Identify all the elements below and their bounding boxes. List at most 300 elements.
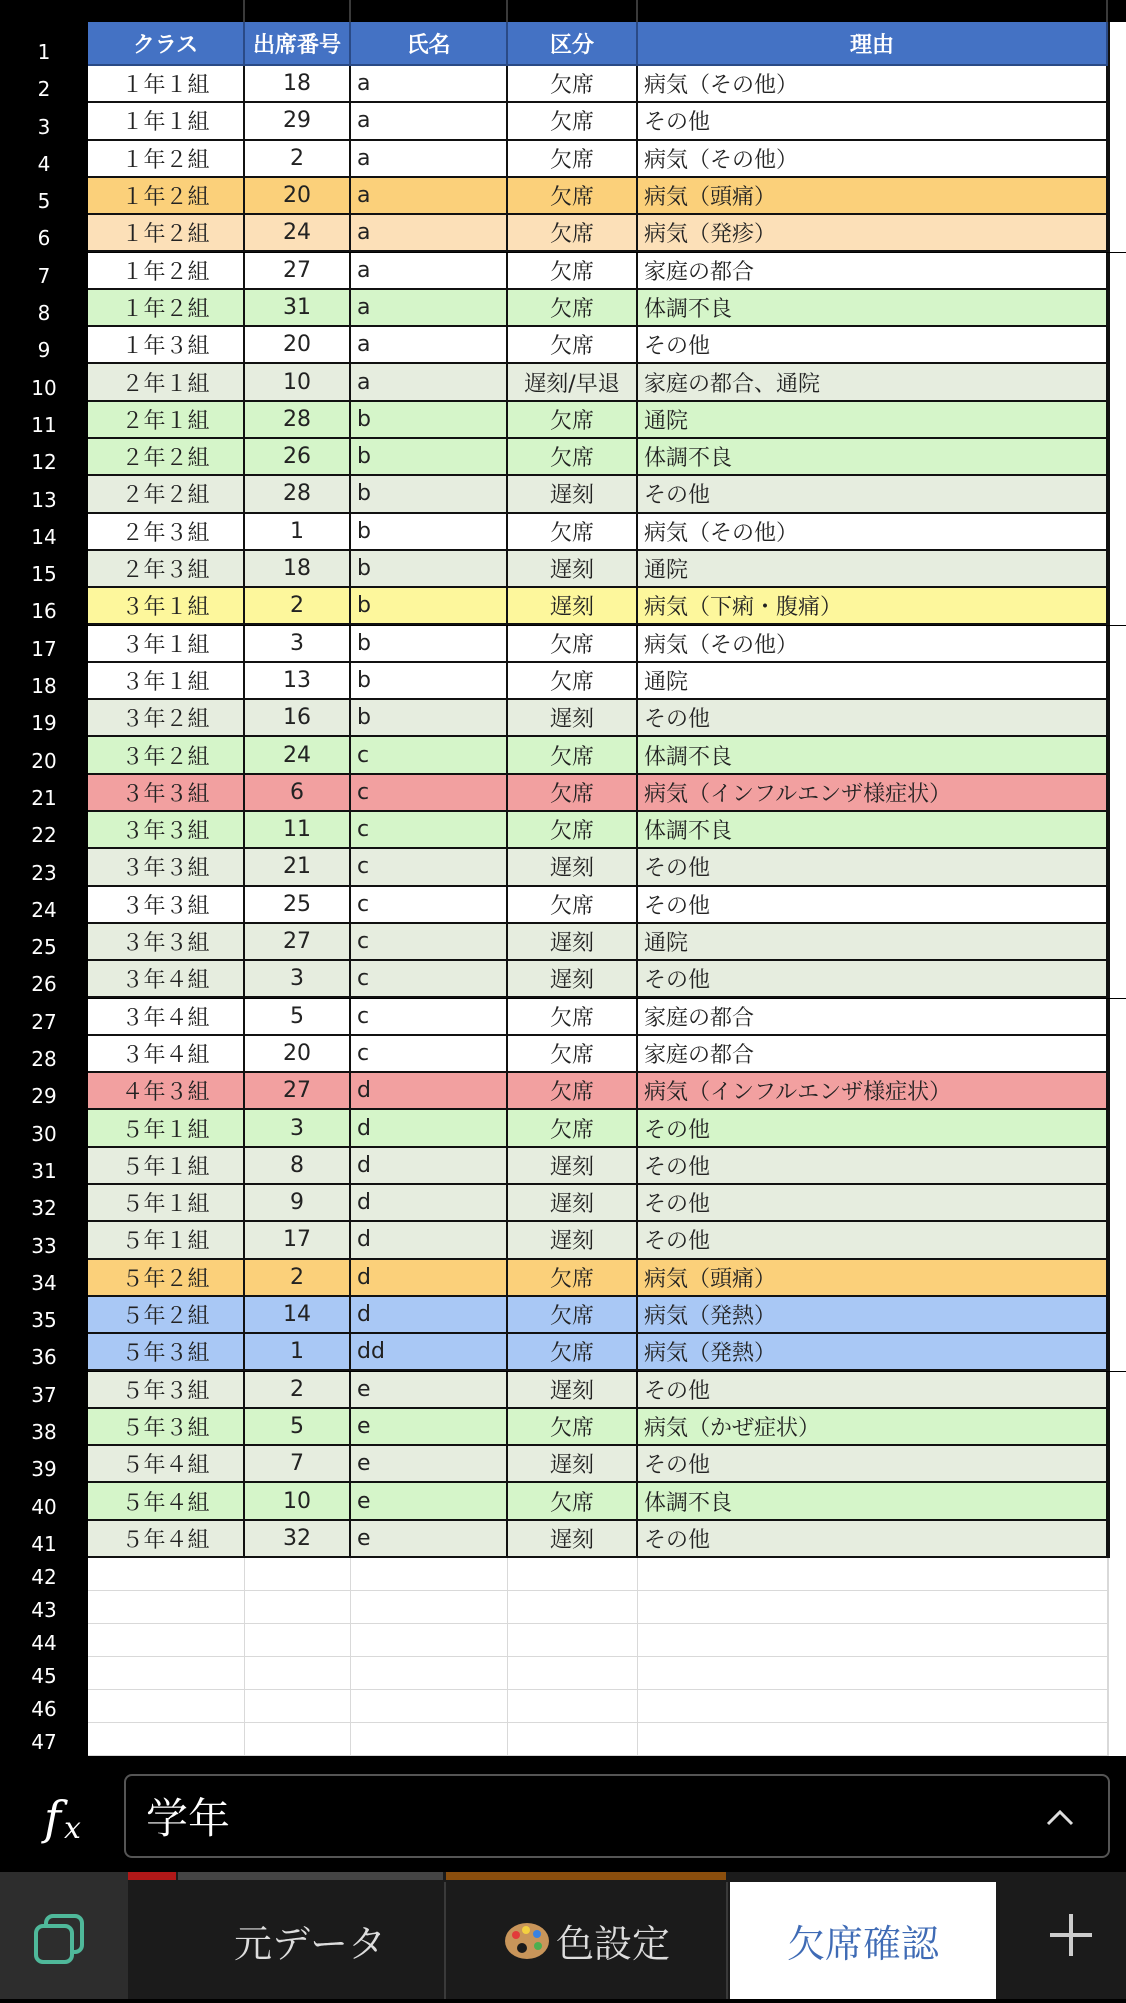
cell-category[interactable]: 欠席: [508, 1334, 638, 1371]
cell-number[interactable]: 10: [245, 1483, 351, 1520]
cell-class[interactable]: ３年２組: [88, 700, 245, 737]
cell-name[interactable]: a: [351, 215, 508, 252]
cell-extra[interactable]: [1108, 1148, 1126, 1185]
cell-number[interactable]: 10: [245, 364, 351, 401]
cell-reason[interactable]: その他: [638, 700, 1108, 737]
row-number[interactable]: 33: [0, 1222, 88, 1259]
cell-category[interactable]: 欠席: [508, 178, 638, 215]
empty-cell[interactable]: [351, 1723, 508, 1756]
cell-class[interactable]: ３年４組: [88, 961, 245, 998]
cell-category[interactable]: 欠席: [508, 812, 638, 849]
row-number[interactable]: 37: [0, 1372, 88, 1409]
cell-reason[interactable]: 病気（インフルエンザ様症状）: [638, 775, 1108, 812]
cell-class[interactable]: ３年３組: [88, 887, 245, 924]
empty-cell[interactable]: [508, 1558, 638, 1591]
cell-reason[interactable]: 病気（その他）: [638, 514, 1108, 551]
cell-category[interactable]: 遅刻: [508, 1185, 638, 1222]
cell-extra[interactable]: [1108, 1521, 1126, 1558]
cell-name[interactable]: d: [351, 1260, 508, 1297]
cell-number[interactable]: 18: [245, 66, 351, 103]
row-number[interactable]: 16: [0, 588, 88, 625]
fx-icon[interactable]: [40, 1790, 100, 1846]
empty-cell[interactable]: [245, 1591, 351, 1624]
column-letter-header[interactable]: [88, 0, 245, 22]
row-number[interactable]: 26: [0, 961, 88, 998]
cell-class[interactable]: ５年１組: [88, 1110, 245, 1147]
cell-name[interactable]: d: [351, 1297, 508, 1334]
cell-reason[interactable]: 病気（その他）: [638, 66, 1108, 103]
cell-category[interactable]: 欠席: [508, 626, 638, 663]
cell-class[interactable]: ２年１組: [88, 364, 245, 401]
cell-class[interactable]: １年２組: [88, 215, 245, 252]
row-number[interactable]: 13: [0, 476, 88, 513]
row-number[interactable]: 6: [0, 215, 88, 252]
cell-extra[interactable]: [1108, 775, 1126, 812]
cell-class[interactable]: １年２組: [88, 290, 245, 327]
cell-class[interactable]: １年１組: [88, 103, 245, 140]
tab-color-settings[interactable]: [446, 1882, 728, 1999]
cell-category[interactable]: 遅刻: [508, 476, 638, 513]
empty-cell[interactable]: [508, 1690, 638, 1723]
cell-reason[interactable]: 病気（その他）: [638, 626, 1108, 663]
cell-number[interactable]: 11: [245, 812, 351, 849]
cell-number[interactable]: 16: [245, 700, 351, 737]
cell-category[interactable]: 欠席: [508, 1036, 638, 1073]
column-letter-header[interactable]: [638, 0, 1108, 22]
cell-extra[interactable]: [1108, 887, 1126, 924]
cell-category[interactable]: 欠席: [508, 737, 638, 774]
cell-name[interactable]: d: [351, 1185, 508, 1222]
cell-class[interactable]: ３年１組: [88, 588, 245, 625]
cell-reason[interactable]: 通院: [638, 551, 1108, 588]
row-number[interactable]: 25: [0, 924, 88, 961]
cell-name[interactable]: c: [351, 1036, 508, 1073]
cell-number[interactable]: 2: [245, 588, 351, 625]
cell-reason[interactable]: その他: [638, 887, 1108, 924]
cell-number[interactable]: 18: [245, 551, 351, 588]
empty-cell[interactable]: [508, 1723, 638, 1756]
cell-number[interactable]: 6: [245, 775, 351, 812]
category-header[interactable]: 区分: [508, 22, 638, 66]
cell-extra[interactable]: [1108, 1185, 1126, 1222]
cell-reason[interactable]: 通院: [638, 402, 1108, 439]
empty-cell[interactable]: [88, 1657, 245, 1690]
row-number[interactable]: 47: [0, 1723, 88, 1756]
cell-class[interactable]: ２年１組: [88, 402, 245, 439]
row-number[interactable]: 8: [0, 290, 88, 327]
cell-number[interactable]: 27: [245, 1073, 351, 1110]
cell-number[interactable]: 29: [245, 103, 351, 140]
cell-class[interactable]: ５年２組: [88, 1260, 245, 1297]
cell-name[interactable]: d: [351, 1073, 508, 1110]
row-number[interactable]: 9: [0, 327, 88, 364]
cell-reason[interactable]: 家庭の都合: [638, 999, 1108, 1036]
cell-name[interactable]: a: [351, 66, 508, 103]
cell-reason[interactable]: 病気（頭痛）: [638, 178, 1108, 215]
cell-name[interactable]: c: [351, 812, 508, 849]
cell-extra[interactable]: [1108, 1483, 1126, 1520]
cell-number[interactable]: 3: [245, 626, 351, 663]
row-number[interactable]: 39: [0, 1446, 88, 1483]
cell-extra[interactable]: [1108, 514, 1126, 551]
cell-number[interactable]: 1: [245, 514, 351, 551]
cell-reason[interactable]: その他: [638, 1185, 1108, 1222]
cell-number[interactable]: 5: [245, 999, 351, 1036]
cell-number[interactable]: 20: [245, 1036, 351, 1073]
cell-number[interactable]: 2: [245, 141, 351, 178]
cell-reason[interactable]: その他: [638, 327, 1108, 364]
cell-name[interactable]: b: [351, 439, 508, 476]
cell-extra[interactable]: [1108, 1334, 1126, 1371]
cell-reason[interactable]: その他: [638, 961, 1108, 998]
row-number[interactable]: 43: [0, 1591, 88, 1624]
cell-name[interactable]: d: [351, 1222, 508, 1259]
reason-header[interactable]: 理由: [638, 22, 1108, 66]
cell-name[interactable]: c: [351, 849, 508, 886]
number-header[interactable]: 出席番号: [245, 22, 351, 66]
cell-reason[interactable]: 通院: [638, 663, 1108, 700]
cell-name[interactable]: e: [351, 1446, 508, 1483]
cell-extra[interactable]: [1108, 1657, 1126, 1690]
empty-cell[interactable]: [508, 1591, 638, 1624]
chevron-up-icon[interactable]: [1042, 1800, 1078, 1836]
cell-reason[interactable]: 病気（下痢・腹痛）: [638, 588, 1108, 625]
row-number[interactable]: 22: [0, 812, 88, 849]
row-number[interactable]: 4: [0, 141, 88, 178]
cell-number[interactable]: 8: [245, 1148, 351, 1185]
row-number[interactable]: 7: [0, 253, 88, 290]
column-letter-header[interactable]: [508, 0, 638, 22]
cell-extra[interactable]: [1108, 1222, 1126, 1259]
cell-name[interactable]: b: [351, 402, 508, 439]
cell-category[interactable]: 欠席: [508, 775, 638, 812]
cell-class[interactable]: １年２組: [88, 178, 245, 215]
cell-category[interactable]: 欠席: [508, 141, 638, 178]
empty-cell[interactable]: [88, 1690, 245, 1723]
cell-name[interactable]: c: [351, 924, 508, 961]
cell-extra[interactable]: [1108, 551, 1126, 588]
cell-extra[interactable]: [1108, 1110, 1126, 1147]
cell-number[interactable]: 28: [245, 402, 351, 439]
cell-class[interactable]: １年１組: [88, 66, 245, 103]
cell-name[interactable]: a: [351, 253, 508, 290]
sheets-list-button[interactable]: [0, 1872, 128, 1999]
row-number[interactable]: 41: [0, 1521, 88, 1558]
cell-name[interactable]: a: [351, 290, 508, 327]
cell-class[interactable]: ５年４組: [88, 1446, 245, 1483]
cell-class[interactable]: ３年３組: [88, 924, 245, 961]
cell-reason[interactable]: その他: [638, 103, 1108, 140]
row-number[interactable]: 36: [0, 1334, 88, 1371]
cell-name[interactable]: c: [351, 961, 508, 998]
cell-extra[interactable]: [1108, 1073, 1126, 1110]
empty-cell[interactable]: [245, 1723, 351, 1756]
cell-category[interactable]: 欠席: [508, 514, 638, 551]
cell-reason[interactable]: その他: [638, 1110, 1108, 1147]
cell-number[interactable]: 21: [245, 849, 351, 886]
empty-cell[interactable]: [245, 1657, 351, 1690]
cell-number[interactable]: 7: [245, 1446, 351, 1483]
cell-class[interactable]: ３年１組: [88, 663, 245, 700]
row-number[interactable]: 18: [0, 663, 88, 700]
cell-name[interactable]: e: [351, 1409, 508, 1446]
cell-class[interactable]: ５年３組: [88, 1334, 245, 1371]
cell-class[interactable]: ５年１組: [88, 1185, 245, 1222]
cell-reason[interactable]: 通院: [638, 924, 1108, 961]
empty-cell[interactable]: [638, 1723, 1108, 1756]
cell-extra[interactable]: [1108, 1624, 1126, 1657]
cell-category[interactable]: 遅刻: [508, 1521, 638, 1558]
cell-name[interactable]: b: [351, 551, 508, 588]
cell-category[interactable]: 遅刻: [508, 588, 638, 625]
cell-name[interactable]: b: [351, 588, 508, 625]
cell-reason[interactable]: 病気（頭痛）: [638, 1260, 1108, 1297]
cell-name[interactable]: c: [351, 775, 508, 812]
cell-extra[interactable]: [1108, 253, 1126, 290]
cell-number[interactable]: 27: [245, 924, 351, 961]
cell-category[interactable]: 欠席: [508, 215, 638, 252]
cell-extra[interactable]: [1108, 663, 1126, 700]
cell-extra[interactable]: [1108, 1409, 1126, 1446]
cell-reason[interactable]: 体調不良: [638, 290, 1108, 327]
cell-name[interactable]: e: [351, 1372, 508, 1409]
cell-category[interactable]: 遅刻: [508, 551, 638, 588]
cell-class[interactable]: ３年３組: [88, 812, 245, 849]
row-number[interactable]: 1: [0, 22, 88, 66]
empty-cell[interactable]: [638, 1624, 1108, 1657]
row-number[interactable]: 21: [0, 775, 88, 812]
cell-reason[interactable]: その他: [638, 1222, 1108, 1259]
cell-reason[interactable]: 病気（かぜ症状）: [638, 1409, 1108, 1446]
empty-cell[interactable]: [245, 1624, 351, 1657]
row-number[interactable]: 32: [0, 1185, 88, 1222]
row-number[interactable]: 23: [0, 849, 88, 886]
cell-reason[interactable]: 体調不良: [638, 1483, 1108, 1520]
empty-cell[interactable]: [351, 1624, 508, 1657]
cell-number[interactable]: 14: [245, 1297, 351, 1334]
cell-name[interactable]: dd: [351, 1334, 508, 1371]
cell-extra[interactable]: [1108, 476, 1126, 513]
row-number[interactable]: 11: [0, 402, 88, 439]
cell-number[interactable]: 1: [245, 1334, 351, 1371]
cell-name[interactable]: d: [351, 1110, 508, 1147]
cell-name[interactable]: e: [351, 1521, 508, 1558]
cell-class[interactable]: ４年３組: [88, 1073, 245, 1110]
row-number[interactable]: 30: [0, 1110, 88, 1147]
cell-category[interactable]: 欠席: [508, 290, 638, 327]
cell-class[interactable]: ５年４組: [88, 1483, 245, 1520]
cell-extra[interactable]: [1108, 439, 1126, 476]
cell-reason[interactable]: その他: [638, 476, 1108, 513]
cell-reason[interactable]: その他: [638, 1372, 1108, 1409]
row-number[interactable]: 17: [0, 626, 88, 663]
cell-extra[interactable]: [1108, 1036, 1126, 1073]
cell-class[interactable]: ５年３組: [88, 1409, 245, 1446]
cell-category[interactable]: 遅刻/早退: [508, 364, 638, 401]
cell-name[interactable]: e: [351, 1483, 508, 1520]
cell-name[interactable]: b: [351, 514, 508, 551]
cell-category[interactable]: 欠席: [508, 1073, 638, 1110]
cell-extra[interactable]: [1108, 66, 1126, 103]
cell-category[interactable]: 遅刻: [508, 1372, 638, 1409]
cell-reason[interactable]: 体調不良: [638, 737, 1108, 774]
cell-number[interactable]: 28: [245, 476, 351, 513]
cell-category[interactable]: 欠席: [508, 103, 638, 140]
cell-reason[interactable]: 体調不良: [638, 439, 1108, 476]
cell-extra[interactable]: [1108, 402, 1126, 439]
cell-extra[interactable]: [1108, 999, 1126, 1036]
cell-extra[interactable]: [1108, 737, 1126, 774]
row-number[interactable]: 19: [0, 700, 88, 737]
cell-extra[interactable]: [1108, 849, 1126, 886]
cell-name[interactable]: d: [351, 1148, 508, 1185]
cell-extra[interactable]: [1108, 327, 1126, 364]
cell-extra[interactable]: [1108, 924, 1126, 961]
row-number[interactable]: 42: [0, 1558, 88, 1591]
cell-extra[interactable]: [1108, 1297, 1126, 1334]
row-number[interactable]: 40: [0, 1483, 88, 1520]
cell-class[interactable]: ３年２組: [88, 737, 245, 774]
cell-number[interactable]: 32: [245, 1521, 351, 1558]
empty-cell[interactable]: [351, 1690, 508, 1723]
cell-category[interactable]: 欠席: [508, 999, 638, 1036]
cell-category[interactable]: 欠席: [508, 1260, 638, 1297]
row-number[interactable]: 31: [0, 1148, 88, 1185]
cell-number[interactable]: 24: [245, 215, 351, 252]
cell-class[interactable]: ３年４組: [88, 1036, 245, 1073]
cell-category[interactable]: 欠席: [508, 1483, 638, 1520]
formula-input[interactable]: [124, 1774, 1110, 1858]
cell-extra[interactable]: [1108, 1690, 1126, 1723]
empty-cell[interactable]: [88, 1558, 245, 1591]
cell-name[interactable]: b: [351, 663, 508, 700]
empty-cell[interactable]: [508, 1657, 638, 1690]
empty-cell[interactable]: [508, 1624, 638, 1657]
cell-category[interactable]: 欠席: [508, 402, 638, 439]
row-number[interactable]: 45: [0, 1657, 88, 1690]
cell-extra[interactable]: [1108, 1591, 1126, 1624]
cell-reason[interactable]: 家庭の都合、通院: [638, 364, 1108, 401]
cell-category[interactable]: 欠席: [508, 327, 638, 364]
cell-extra[interactable]: [1108, 364, 1126, 401]
cell-class[interactable]: １年２組: [88, 141, 245, 178]
row-number[interactable]: 3: [0, 103, 88, 140]
cell-class[interactable]: ３年１組: [88, 626, 245, 663]
cell-extra[interactable]: [1108, 626, 1126, 663]
cell-number[interactable]: 17: [245, 1222, 351, 1259]
cell-category[interactable]: 遅刻: [508, 1148, 638, 1185]
cell-extra[interactable]: [1108, 22, 1126, 66]
plus-icon[interactable]: [1036, 1900, 1106, 1970]
cell-extra[interactable]: [1108, 1260, 1126, 1297]
cell-extra[interactable]: [1108, 178, 1126, 215]
tab-source-data[interactable]: [176, 1882, 446, 1999]
cell-number[interactable]: 3: [245, 1110, 351, 1147]
cell-extra[interactable]: [1108, 1372, 1126, 1409]
cell-number[interactable]: 27: [245, 253, 351, 290]
cell-class[interactable]: ２年２組: [88, 439, 245, 476]
row-number[interactable]: 20: [0, 737, 88, 774]
cell-reason[interactable]: 病気（発熱）: [638, 1334, 1108, 1371]
row-number[interactable]: 46: [0, 1690, 88, 1723]
cell-category[interactable]: 欠席: [508, 66, 638, 103]
cell-number[interactable]: 5: [245, 1409, 351, 1446]
cell-reason[interactable]: 病気（発疹）: [638, 215, 1108, 252]
empty-cell[interactable]: [88, 1591, 245, 1624]
row-number[interactable]: 5: [0, 178, 88, 215]
empty-cell[interactable]: [351, 1657, 508, 1690]
cell-number[interactable]: 13: [245, 663, 351, 700]
cell-extra[interactable]: [1108, 1446, 1126, 1483]
row-number[interactable]: 35: [0, 1297, 88, 1334]
cell-category[interactable]: 遅刻: [508, 700, 638, 737]
cell-class[interactable]: ２年２組: [88, 476, 245, 513]
class-header[interactable]: クラス: [88, 22, 245, 66]
cell-extra[interactable]: [1108, 700, 1126, 737]
cell-extra[interactable]: [1108, 588, 1126, 625]
cell-name[interactable]: a: [351, 364, 508, 401]
cell-category[interactable]: 遅刻: [508, 1446, 638, 1483]
cell-name[interactable]: c: [351, 737, 508, 774]
cell-class[interactable]: １年２組: [88, 253, 245, 290]
cell-category[interactable]: 遅刻: [508, 849, 638, 886]
empty-cell[interactable]: [88, 1624, 245, 1657]
row-number[interactable]: 29: [0, 1073, 88, 1110]
row-number[interactable]: 2: [0, 66, 88, 103]
cell-number[interactable]: 2: [245, 1372, 351, 1409]
cell-name[interactable]: b: [351, 626, 508, 663]
cell-name[interactable]: c: [351, 999, 508, 1036]
cell-name[interactable]: a: [351, 141, 508, 178]
name-header[interactable]: 氏名: [351, 22, 508, 66]
row-number[interactable]: 15: [0, 551, 88, 588]
cell-name[interactable]: c: [351, 887, 508, 924]
cell-name[interactable]: a: [351, 178, 508, 215]
cell-category[interactable]: 遅刻: [508, 961, 638, 998]
cell-reason[interactable]: その他: [638, 1446, 1108, 1483]
empty-cell[interactable]: [638, 1558, 1108, 1591]
cell-reason[interactable]: 病気（その他）: [638, 141, 1108, 178]
cell-extra[interactable]: [1108, 141, 1126, 178]
empty-cell[interactable]: [638, 1591, 1108, 1624]
cell-name[interactable]: a: [351, 327, 508, 364]
row-number[interactable]: 28: [0, 1036, 88, 1073]
cell-extra[interactable]: [1108, 1558, 1126, 1591]
column-letter-header[interactable]: [351, 0, 508, 22]
cell-extra[interactable]: [1108, 812, 1126, 849]
cell-extra[interactable]: [1108, 961, 1126, 998]
cell-category[interactable]: 欠席: [508, 253, 638, 290]
cell-name[interactable]: b: [351, 700, 508, 737]
cell-category[interactable]: 欠席: [508, 1297, 638, 1334]
cell-reason[interactable]: その他: [638, 1521, 1108, 1558]
empty-cell[interactable]: [638, 1690, 1108, 1723]
empty-cell[interactable]: [88, 1723, 245, 1756]
cell-number[interactable]: 20: [245, 178, 351, 215]
row-number[interactable]: 27: [0, 999, 88, 1036]
row-number[interactable]: 24: [0, 887, 88, 924]
cell-category[interactable]: 遅刻: [508, 924, 638, 961]
cell-extra[interactable]: [1108, 290, 1126, 327]
tab-absence-check[interactable]: [730, 1882, 996, 1999]
cell-class[interactable]: ５年３組: [88, 1372, 245, 1409]
cell-class[interactable]: ２年３組: [88, 551, 245, 588]
cell-class[interactable]: ５年１組: [88, 1222, 245, 1259]
cell-class[interactable]: ３年４組: [88, 999, 245, 1036]
cell-reason[interactable]: 病気（インフルエンザ様症状）: [638, 1073, 1108, 1110]
cell-name[interactable]: a: [351, 103, 508, 140]
cell-reason[interactable]: 体調不良: [638, 812, 1108, 849]
